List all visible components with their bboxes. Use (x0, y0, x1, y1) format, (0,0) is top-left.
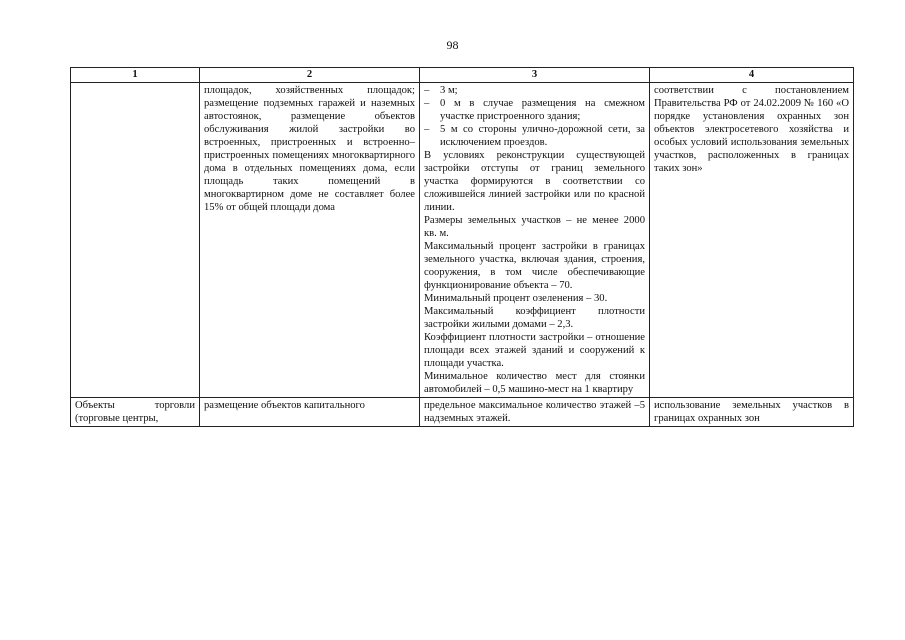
setback-item: – 0 м в случае размещения на смежном участке пристроенного здания; (424, 97, 645, 123)
row2-col4-text: использование земельных участков в границах охранных зон (650, 398, 854, 427)
regulation-paragraph: Коэффициент плотности застройки – отношение площади всех этажей зданий и сооружений к площади участка. (424, 332, 645, 369)
header-col-1: 1 (71, 68, 200, 83)
table-header-row (71, 68, 854, 83)
table-row (71, 83, 854, 398)
page-number: 98 (446, 38, 459, 52)
header-col-2: 2 (200, 68, 420, 83)
row1-col4-text: соответствии с постановлением Правительства РФ от 24.02.2009 № 160 «О порядке установления охранных зон объектов электросетевого хозяйства и особых условий использования земельных участков, расположенных в границах таких зон» (650, 83, 854, 398)
regulation-paragraph: Минимальное количество мест для стоянки автомобилей – 0,5 машино-мест на 1 квартиру (424, 371, 645, 395)
header-col-4: 4 (650, 68, 854, 83)
setback-item: – 3 м; (424, 84, 645, 97)
regulation-paragraph: Максимальный коэффициент плотности застройки жилыми домами – 2,3. (424, 306, 645, 330)
zoning-table (70, 67, 854, 427)
row2-col2-text: размещение объектов капитального (200, 398, 420, 427)
regulation-paragraph: Размеры земельных участков – не менее 2000 кв. м. (424, 215, 645, 239)
regulation-paragraph: В условиях реконструкции существующей застройки отступы от границ земельного участка формируются в соответствии со сложившейся линией застройки или по красной линии. (424, 150, 645, 213)
row1-col2-text: площадок, хозяйственных площадок; размещение подземных гаражей и наземных автостоянок, размещение объектов обслуживания жилой застройки во встроенных, пристроенных и встроенно–пристроенных помещениях многоквартирного дома в отдельных помещениях дома, если площадь таких помещений в многоквартирном доме не составляет более 15% от общей площади дома (200, 83, 420, 398)
row1-col1 (71, 83, 200, 398)
regulation-paragraph: Минимальный процент озеленения – 30. (424, 293, 608, 304)
regulation-paragraph: Максимальный процент застройки в границах земельного участка, включая здания, строения, сооружения, в том числе обеспечивающие функционирование объекта – 70. (424, 241, 645, 291)
header-col-3: 3 (420, 68, 650, 83)
row1-col3 (420, 83, 650, 398)
table-row (71, 398, 854, 427)
setback-item: – 5 м со стороны улично-дорожной сети, за исключением проездов. (424, 123, 645, 149)
row2-col1-text: Объекты торговли (торговые центры, (71, 398, 200, 427)
row2-col3-text: предельное максимальное количество этажей –5 надземных этажей. (420, 398, 650, 427)
